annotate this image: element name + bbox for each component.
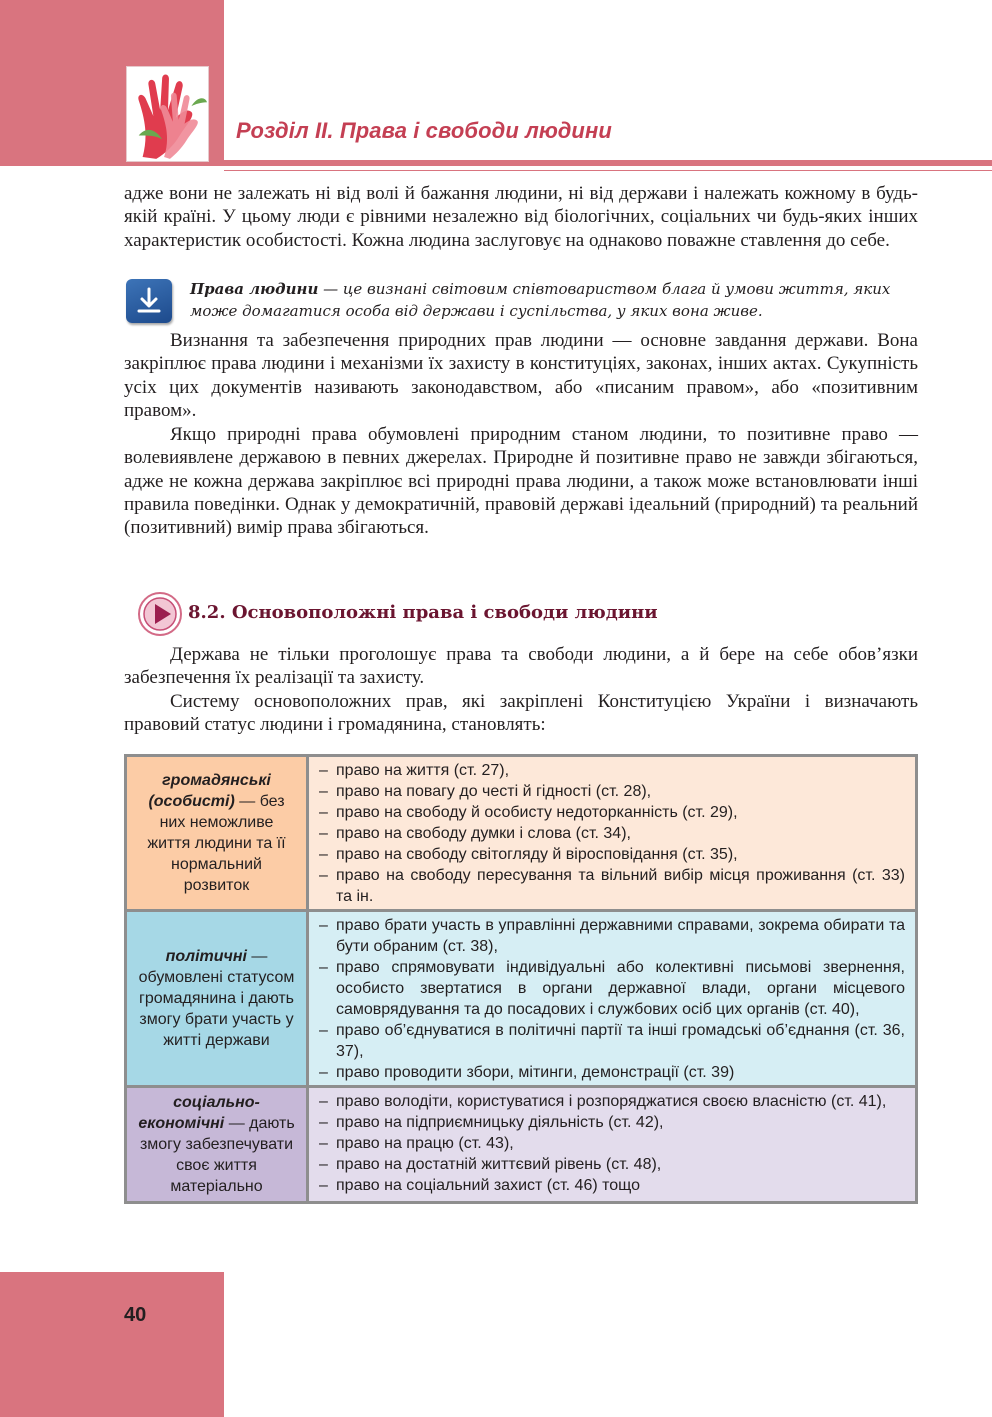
list-item: – право на підприємницьку діяльність (ст. 42),: [319, 1112, 905, 1133]
rights-list-political: [308, 911, 917, 1087]
paragraph-2: Визнання та забезпечення природних прав людини — основне завдання держави. Вона закріплює права людини і механізми їх захисту в конституціях, законах, інших актах. Сукупність усіх цих документів називають законодавством, або «писаним правом», або «позитивним правом».: [124, 330, 918, 421]
list-item: – право об’єднуватися в політичні партії та інші громадські об’єднання (ст. 36, 37),: [319, 1020, 905, 1062]
definition-term: Права людини: [190, 280, 319, 298]
list-item: – право проводити збори, мітинги, демонстрації (ст. 39): [319, 1062, 905, 1083]
footer-band: [0, 1272, 224, 1417]
category-description: — дають змогу забезпечувати своє життя матеріально: [139, 1115, 295, 1195]
definition-box: [190, 279, 920, 322]
list-item: – право на працю (ст. 43),: [319, 1133, 905, 1154]
list-item: – право спрямовувати індивідуальні або колективні письмові звернення, особисто звертатися в органи державної влади, органи місцевого самоврядування та до посадових і службових осіб цих органів (ст. 40),: [319, 957, 905, 1020]
download-arrow-icon: [126, 279, 172, 323]
chapter-title: Розділ II. Права і свободи людини: [236, 118, 612, 143]
section-title: 8.2. Основоположні права і свободи людини: [188, 602, 658, 623]
paragraph-3: Якщо природні права обумовлені природним станом людини, то позитивне право — волевиявлене державою в певних джерелах. Природне й позитивне право не завжди збігаються, адже не кожна держава закріплює всі природні права людини, а також може встановлювати інші правила поведінки. Однак у демократичній, правовій державі ідеальний (природний) та реальний (позитивний) вимір права збігаються.: [124, 424, 918, 539]
table-row-civil: [126, 756, 917, 911]
definition-text: — це визнані світовим співтовариством блага й умови життя, яких може домагатися особа від держави і суспільства, у яких вона живе.: [190, 280, 891, 320]
list-item: – право на свободу пересування та вільний вибір місця проживання (ст. 33) та ін.: [319, 865, 905, 907]
category-term: соціально-економічні: [138, 1094, 260, 1132]
rights-table: [124, 754, 918, 1204]
header-rule: [224, 160, 992, 166]
list-item: – право на повагу до честі й гідності (ст. 28),: [319, 781, 905, 802]
list-item: – право на свободу світогляду й віросповідання (ст. 35),: [319, 844, 905, 865]
list-item: – право на соціальний захист (ст. 46) тощо: [319, 1175, 905, 1196]
page-number: 40: [124, 1304, 147, 1326]
list-item: – право володіти, користуватися і розпоряджатися своєю власністю (ст. 41),: [319, 1091, 905, 1112]
category-political: [126, 911, 308, 1087]
play-icon: [137, 591, 185, 637]
category-term: політичні: [165, 948, 247, 965]
list-item: – право на свободу думки і слова (ст. 34),: [319, 823, 905, 844]
rights-list-socioeconomic: [308, 1087, 917, 1203]
category-term: громадянські (особисті): [148, 772, 271, 810]
list-item: – право на достатній життєвий рівень (ст. 48),: [319, 1154, 905, 1175]
paragraph-1: адже вони не залежать ні від волі й бажання людини, ні від держави і належать кожному в будь-якій країні. У цьому люди є рівними незалежно від біологічних, соціальних чи будь-яких інших характеристик особистості. Кожна людина заслуговує на однаково поважне ставлення до себе.: [124, 183, 918, 251]
paragraph-5: Систему основоположних прав, які закріплені Конституцією України і визначають правовий статус людини і громадянина, становлять:: [124, 691, 918, 736]
list-item: – право брати участь в управлінні державними справами, зокрема обирати та бути обраним (ст. 38),: [319, 915, 905, 957]
list-item: – право на свободу й особисту недоторканність (ст. 29),: [319, 802, 905, 823]
category-civil: [126, 756, 308, 911]
category-socioeconomic: [126, 1087, 308, 1203]
category-description: — обумовлені статусом громадянина і дають змогу брати участь у житті держави: [138, 948, 295, 1049]
table-row-political: [126, 911, 917, 1087]
rights-list-civil: [308, 756, 917, 911]
category-description: — без них неможливе життя людини та її нормальний розвиток: [147, 793, 286, 894]
paragraph-4: Держава не тільки проголошує права та свободи людини, а й бере на себе обов’язки забезпечення їх реалізації та захисту.: [124, 644, 918, 689]
table-row-socioeconomic: [126, 1087, 917, 1203]
header-rule-thin: [224, 170, 992, 171]
list-item: – право на життя (ст. 27),: [319, 760, 905, 781]
hands-logo-icon: [126, 66, 209, 162]
